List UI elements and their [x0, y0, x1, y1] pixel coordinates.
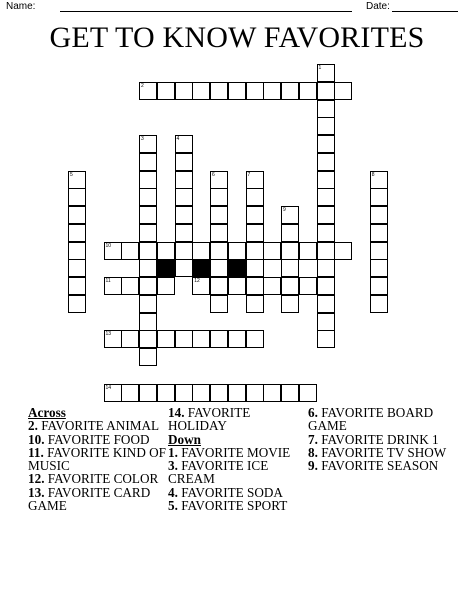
clue-number: 2. [28, 418, 38, 434]
grid-cell[interactable] [139, 188, 157, 206]
grid-cell[interactable] [246, 224, 264, 242]
clue-text: FAVORITE SODA [181, 484, 283, 500]
grid-cell[interactable] [281, 82, 299, 100]
grid-cell[interactable] [139, 295, 157, 313]
grid-cell[interactable] [121, 242, 139, 260]
grid-cell[interactable] [246, 171, 264, 189]
clue-down-9 [308, 459, 448, 472]
clue-number-label: 11 [105, 278, 111, 284]
grid-cell[interactable] [370, 295, 388, 313]
grid-cell[interactable] [192, 82, 210, 100]
grid-cell[interactable] [281, 206, 299, 224]
grid-cell[interactable] [370, 188, 388, 206]
grid-cell[interactable] [317, 100, 335, 118]
clue-number-label: 1 [318, 65, 322, 71]
grid-cell[interactable] [175, 242, 193, 260]
grid-cell[interactable] [121, 277, 139, 295]
clue-number-label: 8 [371, 171, 375, 178]
grid-cell[interactable] [246, 82, 264, 100]
grid-cell[interactable] [210, 224, 228, 242]
clue-number-label: 5 [70, 171, 73, 178]
grid-cell[interactable] [317, 313, 335, 331]
grid-cell[interactable] [228, 242, 246, 260]
grid-cell[interactable] [317, 295, 335, 313]
clue-across-14 [168, 406, 306, 433]
grid-cell[interactable] [139, 313, 157, 331]
grid-cell[interactable] [157, 330, 175, 348]
grid-cell[interactable] [175, 330, 193, 348]
grid-cell[interactable] [317, 188, 335, 206]
grid-cell[interactable] [299, 82, 317, 100]
grid-cell[interactable] [139, 242, 157, 260]
grid-cell[interactable] [68, 242, 86, 260]
grid-cell[interactable] [317, 64, 335, 82]
clue-across-10 [28, 433, 166, 446]
grid-cell[interactable] [175, 82, 193, 100]
grid-cell[interactable] [175, 188, 193, 206]
grid-cell[interactable] [317, 224, 335, 242]
grid-cell[interactable] [263, 277, 281, 295]
grid-cell[interactable] [317, 82, 335, 100]
clue-down-6 [308, 406, 448, 433]
clue-text: FAVORITE ICE CREAM [168, 458, 269, 487]
clue-across-2 [28, 419, 166, 432]
clue-across-13 [28, 486, 166, 513]
clue-number: 10. [28, 431, 45, 447]
clue-number-label: 13 [105, 331, 112, 338]
clue-down-3 [168, 459, 306, 486]
clue-number-label: 10 [105, 242, 112, 249]
clue-number: 14. [168, 405, 185, 420]
across-heading: Across [28, 405, 66, 420]
grid-cell[interactable] [334, 242, 352, 260]
grid-cell[interactable] [246, 188, 264, 206]
clue-text: FAVORITE CARD GAME [28, 484, 151, 514]
grid-cell[interactable] [157, 82, 175, 100]
grid-cell[interactable] [121, 330, 139, 348]
grid-cell[interactable] [246, 206, 264, 224]
grid-cell[interactable] [246, 242, 264, 260]
grid-cell[interactable] [192, 242, 210, 260]
clue-across-11 [28, 446, 166, 473]
grid-cell[interactable] [228, 330, 246, 348]
grid-cell[interactable] [370, 206, 388, 224]
grid-cell[interactable] [68, 206, 86, 224]
grid-cell[interactable] [210, 82, 228, 100]
grid-cell[interactable] [317, 330, 335, 348]
clue-text: FAVORITE SEASON [321, 458, 439, 474]
grid-cell[interactable] [317, 277, 335, 295]
grid-cell[interactable] [317, 153, 335, 171]
grid-cell[interactable] [334, 82, 352, 100]
grid-cell[interactable] [317, 259, 335, 277]
grid-cell[interactable] [68, 277, 86, 295]
clue-text: FAVORITE FOOD [47, 431, 150, 447]
grid-cell[interactable] [370, 171, 388, 189]
grid-cell[interactable] [246, 277, 264, 295]
clue-text: FAVORITE KIND OF MUSIC [28, 444, 166, 474]
grid-cell[interactable] [263, 242, 281, 260]
clue-down-5 [168, 499, 306, 512]
grid-cell[interactable] [175, 171, 193, 189]
clue-text: FAVORITE COLOR [47, 471, 159, 487]
grid-block [228, 259, 246, 277]
grid-cell[interactable] [104, 277, 122, 295]
clue-text: FAVORITE ANIMAL [41, 418, 160, 434]
clue-number: 5. [168, 498, 178, 514]
grid-cell[interactable] [139, 82, 157, 100]
grid-cell[interactable] [370, 277, 388, 295]
grid-cell[interactable] [175, 206, 193, 224]
clue-number: 9. [308, 458, 318, 474]
grid-cell[interactable] [175, 259, 193, 277]
clue-number: 12. [28, 471, 45, 487]
grid-cell[interactable] [299, 277, 317, 295]
grid-cell[interactable] [370, 242, 388, 260]
grid-cell[interactable] [192, 277, 210, 295]
clue-number: 13. [28, 484, 45, 500]
clue-column-1 [28, 406, 166, 512]
grid-cell[interactable] [263, 82, 281, 100]
grid-block [192, 259, 210, 277]
grid-cell[interactable] [228, 384, 246, 402]
grid-cell[interactable] [228, 277, 246, 295]
clue-number-label: 2 [141, 82, 144, 89]
grid-cell[interactable] [68, 188, 86, 206]
grid-cell[interactable] [281, 224, 299, 242]
grid-cell[interactable] [317, 171, 335, 189]
grid-cell[interactable] [263, 384, 281, 402]
grid-cell[interactable] [139, 277, 157, 295]
grid-cell[interactable] [246, 295, 264, 313]
date-label: Date: [366, 1, 390, 12]
grid-cell[interactable] [139, 224, 157, 242]
grid-cell[interactable] [317, 206, 335, 224]
clue-number: 3. [168, 458, 178, 474]
grid-cell[interactable] [370, 259, 388, 277]
clue-number: 1. [168, 444, 178, 460]
grid-cell[interactable] [157, 242, 175, 260]
grid-cell[interactable] [139, 171, 157, 189]
clue-number-label: 12 [194, 278, 200, 284]
grid-cell[interactable] [175, 135, 193, 153]
grid-cell[interactable] [68, 224, 86, 242]
clue-column-2 [168, 406, 306, 512]
grid-cell[interactable] [281, 242, 299, 260]
grid-cell[interactable] [317, 117, 335, 135]
grid-cell[interactable] [104, 330, 122, 348]
clue-number-label: 4 [176, 136, 180, 142]
grid-cell[interactable] [210, 188, 228, 206]
grid-cell[interactable] [157, 384, 175, 402]
grid-cell[interactable] [299, 384, 317, 402]
grid-cell[interactable] [210, 277, 228, 295]
grid-cell[interactable] [192, 330, 210, 348]
grid-cell[interactable] [104, 242, 122, 260]
grid-cell[interactable] [299, 242, 317, 260]
grid-cell[interactable] [210, 330, 228, 348]
grid-cell[interactable] [210, 259, 228, 277]
clue-number-label: 14 [105, 384, 112, 391]
clue-number: 6. [308, 405, 318, 420]
grid-cell[interactable] [281, 259, 299, 277]
clue-number: 8. [308, 444, 318, 460]
grid-cell[interactable] [246, 330, 264, 348]
grid-cell[interactable] [139, 348, 157, 366]
grid-cell[interactable] [317, 135, 335, 153]
grid-cell[interactable] [210, 384, 228, 402]
clue-text: FAVORITE SPORT [181, 498, 288, 514]
grid-cell[interactable] [210, 295, 228, 313]
grid-cell[interactable] [68, 295, 86, 313]
grid-cell[interactable] [121, 384, 139, 402]
grid-cell[interactable] [281, 295, 299, 313]
clue-text: FAVORITE MOVIE [181, 444, 291, 460]
grid-cell[interactable] [175, 384, 193, 402]
grid-cell[interactable] [139, 206, 157, 224]
clue-text: FAVORITE HOLIDAY [168, 405, 251, 434]
clue-number-label: 6 [212, 171, 215, 178]
clue-down-1 [168, 446, 306, 459]
grid-cell[interactable] [210, 206, 228, 224]
clue-number: 4. [168, 484, 178, 500]
grid-cell[interactable] [210, 242, 228, 260]
grid-cell[interactable] [210, 171, 228, 189]
grid-cell[interactable] [175, 153, 193, 171]
grid-cell[interactable] [281, 384, 299, 402]
grid-cell[interactable] [104, 384, 122, 402]
grid-cell[interactable] [139, 384, 157, 402]
clue-number: 11. [28, 444, 44, 460]
clue-column-3 [308, 406, 448, 472]
grid-cell[interactable] [281, 277, 299, 295]
grid-cell[interactable] [228, 82, 246, 100]
clue-number-label: 7 [247, 171, 251, 178]
clue-down-8 [308, 446, 448, 459]
clue-down-4 [168, 486, 306, 499]
clue-number-label: 9 [283, 207, 286, 213]
grid-cell[interactable] [370, 224, 388, 242]
page-title: GET TO KNOW FAVORITES [49, 21, 425, 54]
down-heading: Down [168, 431, 201, 447]
grid-cell[interactable] [192, 384, 210, 402]
grid-cell[interactable] [317, 242, 335, 260]
grid-cell[interactable] [246, 384, 264, 402]
clue-text: FAVORITE DRINK 1 [321, 431, 439, 447]
clue-down-7 [308, 433, 448, 446]
grid-cell[interactable] [68, 171, 86, 189]
clue-number-label: 3 [141, 136, 144, 142]
name-label: Name: [6, 1, 36, 12]
grid-cell[interactable] [139, 135, 157, 153]
clue-across-12 [28, 472, 166, 485]
grid-cell[interactable] [68, 259, 86, 277]
clue-text: FAVORITE BOARD GAME [308, 405, 434, 434]
grid-cell[interactable] [157, 277, 175, 295]
grid-cell[interactable] [175, 224, 193, 242]
grid-cell[interactable] [139, 330, 157, 348]
clue-number: 7. [308, 431, 318, 447]
clue-text: FAVORITE TV SHOW [321, 444, 447, 460]
grid-cell[interactable] [139, 259, 157, 277]
grid-cell[interactable] [246, 259, 264, 277]
grid-cell[interactable] [139, 153, 157, 171]
grid-block [157, 259, 175, 277]
